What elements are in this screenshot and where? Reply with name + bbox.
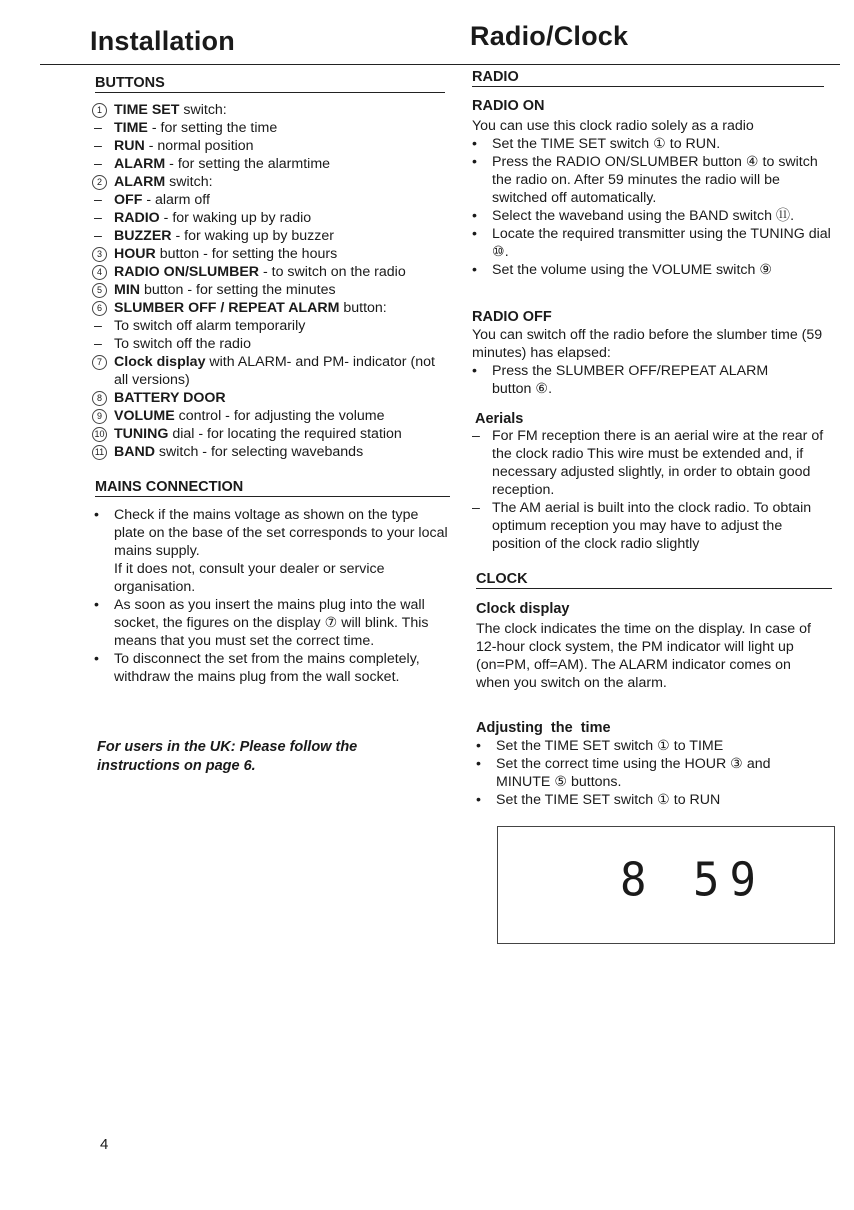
button-list-item [92,389,452,407]
dash-marker: – [94,210,102,226]
dash-marker: – [472,500,480,516]
circled-number: 10 [92,427,107,442]
radio-heading-rule [472,86,824,87]
item-bold-label: BAND [114,444,155,460]
uk-note: For users in the UK: Please follow the instructions on page 6. [97,739,358,774]
mains-heading: MAINS CONNECTION [95,479,244,495]
item-bold-label: MIN [114,282,141,298]
clock-display-text: The clock indicates the time on the display. In case of 12-hour clock system, the PM indicator will light up (on=PM, off=AM). The ALARM indicator comes on when you switch on the alarm. [476,621,811,691]
list-item-text: The AM aerial is built into the clock radio. To obtain optimum reception you may have to adjust the position of the clock radio slightly [492,500,812,552]
radio-on-title: RADIO ON [472,98,545,114]
page-number: 4 [100,1136,109,1153]
buttons-heading-rule [95,92,445,93]
buttons-list [92,101,452,461]
buttons-heading: BUTTONS [95,75,165,91]
button-list-item [92,101,452,119]
list-item-text: Locate the required transmitter using the TUNING dial ⑩. [492,226,831,260]
item-description: - alarm off [142,192,210,208]
item-description: To switch off alarm temporarily [114,318,306,334]
bullet-marker: • [472,363,477,379]
button-list-item [92,317,452,335]
button-list-item [92,425,452,443]
item-description: - for waking up by buzzer [171,228,334,244]
item-description: button - for setting the minutes [140,282,336,298]
item-bold-label: RADIO ON/SLUMBER [114,264,260,280]
circled-number: 6 [92,301,107,316]
dash-marker: – [94,336,102,352]
list-item-text: Select the waveband using the BAND switch ⑪. [492,208,795,224]
item-description: To switch off the radio [114,336,251,352]
aerials-title: Aerials [475,411,524,427]
item-description: - to switch on the radio [259,264,406,280]
dash-marker: – [472,428,480,444]
dash-marker: – [94,228,102,244]
list-item [470,207,832,225]
bullet-marker: • [472,262,477,278]
radio-off-title: RADIO OFF [472,309,552,325]
item-description: switch: [165,174,213,190]
item-description: - normal position [144,138,254,154]
mains-heading-rule [95,496,450,497]
list-item [470,225,832,261]
item-bold-label: ALARM [114,174,166,190]
list-item-text: Set the correct time using the HOUR ③ and MINUTE ⑤ buttons. [496,756,771,790]
item-bold-label: VOLUME [114,408,175,424]
button-list-item [92,245,452,263]
list-item [92,596,452,650]
radio-off-steps [470,362,810,398]
list-item-text: Set the TIME SET switch ① to RUN. [492,136,721,152]
bullet-marker: • [476,738,481,754]
circled-number: 3 [92,247,107,262]
item-description: - for waking up by radio [159,210,312,226]
bullet-marker: • [94,651,99,667]
item-description: button - for setting the hours [155,246,338,262]
dash-marker: – [94,192,102,208]
circled-number: 9 [92,409,107,424]
bullet-marker: • [472,226,477,242]
adjusting-steps [474,737,819,809]
list-item-text: Press the SLUMBER OFF/REPEAT ALARM button ⑥. [492,363,769,397]
circled-number: 5 [92,283,107,298]
radio-on-steps [470,135,832,279]
bullet-marker: • [476,792,481,808]
bullet-marker: • [472,136,477,152]
radio-heading: RADIO [472,69,519,85]
button-list-item [92,263,452,281]
aerials-list [470,427,825,553]
list-item-text: Check if the mains voltage as shown on the type plate on the base of the set corresponds to your local mains supply. If it does not, consult your dealer or service organisation. [114,507,448,595]
button-list-item [92,335,452,353]
list-item [470,153,832,207]
item-bold-label: HOUR [114,246,156,262]
circled-number: 11 [92,445,107,460]
clock-heading-rule [476,588,832,589]
circled-number: 2 [92,175,107,190]
bullet-marker: • [94,597,99,613]
button-list-item [92,443,452,461]
list-item [470,427,825,499]
mains-list [92,506,452,686]
item-description: switch: [179,102,227,118]
list-item [92,650,452,686]
item-bold-label: RADIO [114,210,160,226]
radio-off-intro: You can switch off the radio before the slumber time (59 minutes) has elapsed: [472,327,823,361]
circled-number: 7 [92,355,107,370]
button-list-item [92,119,452,137]
item-description: - for setting the alarmtime [165,156,331,172]
item-description: switch - for selecting wavebands [154,444,364,460]
item-bold-label: BATTERY DOOR [114,390,226,406]
button-list-item [92,191,452,209]
list-item-text: To disconnect the set from the mains completely, withdraw the mains plug from the wall socket. [114,651,420,685]
button-list-item [92,353,452,389]
bullet-marker: • [476,756,481,772]
item-bold-label: OFF [114,192,143,208]
item-bold-label: ALARM [114,156,166,172]
list-item [470,362,810,398]
circled-number: 8 [92,391,107,406]
item-bold-label: SLUMBER OFF / REPEAT ALARM [114,300,340,316]
button-list-item [92,173,452,191]
button-list-item [92,155,452,173]
dash-marker: – [94,138,102,154]
list-item-text: As soon as you insert the mains plug into the wall socket, the figures on the display ⑦ will blink. This means that you must set the correct time. [114,597,429,649]
list-item [474,737,819,755]
list-item-text: For FM reception there is an aerial wire at the rear of the clock radio This wire must be extended and, if necessary adjusted slightly, in order to obtain good reception. [492,428,824,498]
button-list-item [92,407,452,425]
list-item [470,135,832,153]
button-list-item [92,137,452,155]
list-item-text: Set the volume using the VOLUME switch ⑨ [492,262,773,278]
item-description: - for setting the time [147,120,278,136]
adjusting-title: Adjusting the time [476,720,611,736]
dash-marker: – [94,156,102,172]
button-list-item [92,227,452,245]
item-bold-label: TIME [114,120,148,136]
list-item [470,499,825,553]
dash-marker: – [94,120,102,136]
left-page-title: Installation [90,26,235,56]
bullet-marker: • [94,507,99,523]
dash-marker: – [94,318,102,334]
item-description: button: [339,300,387,316]
clock-heading: CLOCK [476,571,528,587]
list-item [474,791,819,809]
circled-number: 4 [92,265,107,280]
right-page-title: Radio/Clock [470,21,629,51]
item-bold-label: Clock display [114,354,206,370]
list-item-text: Press the RADIO ON/SLUMBER button ④ to switch the radio on. After 59 minutes the radio will be switched off automatically. [492,154,818,206]
item-bold-label: TUNING [114,426,169,442]
list-item-text: Set the TIME SET switch ① to RUN [496,792,721,808]
item-bold-label: BUZZER [114,228,172,244]
list-item [470,261,832,279]
button-list-item [92,209,452,227]
list-item-text: Set the TIME SET switch ① to TIME [496,738,724,754]
list-item [474,755,819,791]
item-bold-label: TIME SET [114,102,180,118]
item-description: with ALARM- and PM- indicator (not all versions) [114,354,435,388]
header-rule [40,64,840,65]
list-item [92,506,452,596]
item-description: dial - for locating the required station [168,426,402,442]
bullet-marker: • [472,154,477,170]
clock-display-title: Clock display [476,601,570,617]
clock-display-digits: 8 59 [620,853,766,908]
button-list-item [92,281,452,299]
circled-number: 1 [92,103,107,118]
button-list-item [92,299,452,317]
item-bold-label: RUN [114,138,145,154]
radio-on-intro: You can use this clock radio solely as a radio [472,118,754,134]
bullet-marker: • [472,208,477,224]
item-description: control - for adjusting the volume [174,408,385,424]
